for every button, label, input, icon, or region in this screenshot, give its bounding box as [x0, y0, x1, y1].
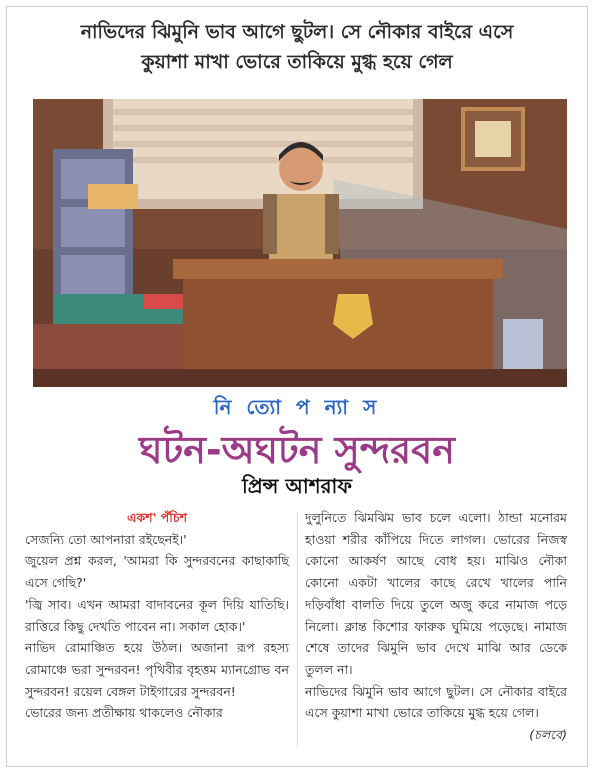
office-illustration — [33, 99, 567, 387]
series-label: নি ত্যো প ন্যা স — [213, 395, 381, 419]
left-column — [25, 507, 289, 724]
chapter-heading: একশ' পঁচিশ — [126, 510, 188, 525]
author-name: প্রিন্স আশরাফ — [242, 474, 352, 498]
paragraph: 'জ্বি সাব। এখন আমরা বাদাবনের কূল দিয়ি যাতিছি। রাত্তিরে কিছু দেখতি পাবেন না। সকাল হোক।' — [25, 596, 289, 634]
paragraph: নাভিদ রোমাঞ্চিত হয়ে উঠল। অজানা রূপ রহস্য রোমাঞ্চে ভরা সুন্দরবন! পৃথিবীর বৃহত্তম ম্যানগ্রোভ বন সুন্দরবন! রয়েল বেঙ্গল টাইগারের সুন্দরবন! — [25, 640, 289, 699]
headline-line-2: কুয়াশা মাখা ভোরে তাকিয়ে মুগ্ধ হয়ে গেল — [141, 51, 453, 73]
paragraph: নাভিদের ঝিমুনি ভাব আগে ছুটল। সে নৌকার বাইরে এসে কুয়াশা মাখা ভোরে তাকিয়ে মুগ্ধ হয়ে গেল। — [305, 683, 567, 721]
paragraph: ভোরের জন্য প্রতীক্ষায় থাকলেও নৌকার — [25, 705, 223, 721]
paragraph: জুয়েল প্রশ্ন করল, 'আমরা কি সুন্দরবনের কাছাকাছি এসে গেছি?' — [25, 553, 289, 591]
paragraph: দুলুনিতে ঝিমঝিম ভাব চলে এলো। ঠান্ডা মনোরম হাওয়া শরীর কাঁপিয়ে দিতে লাগল। ভোরের নিজস্ব কোনো আকর্ষণ আছে বোধ হয়। মাঝিও নৌকা কোনো একটা খালের কাছে রেখে খালের পানি দড়িবাঁধা বালতি দিয়ে তুলে অজু করে নামাজ পড়ে নিলো। ক্লান্ত কিশোর ফারুক ঘুমিয়ে পড়েছে। নামাজ শেষে তাদের ঝিমুনি ভাব দেখে মাঝি আর ডেকে তুলল না। — [305, 510, 567, 677]
paragraph: সেজন্যি তো আপনারা রইছেনই।' — [25, 531, 187, 547]
newspaper-clipping — [6, 6, 588, 767]
column-divider — [297, 512, 298, 747]
story-title: ঘটন-অঘটন সুন্দরবন — [139, 428, 455, 472]
pull-quote-headline — [7, 17, 587, 77]
right-column — [305, 507, 567, 746]
headline-line-1: নাভিদের ঝিমুনি ভাব আগে ছুটল। সে নৌকার বাইরে এসে — [80, 21, 514, 43]
continued-note: (চলবে) — [529, 727, 567, 743]
